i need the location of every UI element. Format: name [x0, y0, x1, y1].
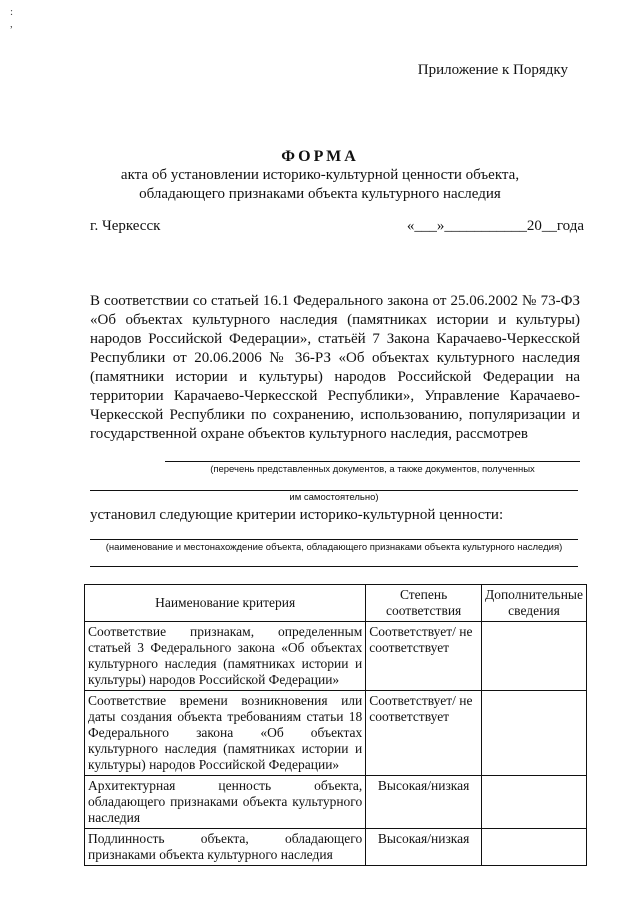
header-degree: Степень соответствия	[366, 585, 482, 622]
established-label: установил следующие критерии историко-культурной ценности:	[90, 507, 504, 523]
extra-cell[interactable]	[481, 829, 586, 866]
criterion-cell: Соответствие признакам, определенным статьей 3 Федерального закона «Об объектах культурного наследия (памятниках истории и культуры) народов Российской Федерации»	[85, 622, 366, 691]
form-title: ФОРМА	[281, 148, 359, 165]
intro-paragraph	[90, 292, 580, 444]
table-row	[85, 691, 587, 776]
appendix-label: Приложение к Порядку	[417, 62, 568, 78]
city-label: г. Черкесск	[90, 218, 161, 234]
scan-specks: : ,	[10, 6, 14, 30]
object-fill-line[interactable]	[90, 539, 578, 540]
subtitle-line-2: обладающего признаками объекта культурного наследия	[139, 186, 501, 202]
object-fill-line-2[interactable]	[90, 566, 578, 567]
docs-fill-line[interactable]	[90, 490, 578, 491]
subtitle-line-1: акта об установлении историко-культурной ценности объекта,	[120, 167, 520, 183]
degree-cell: Высокая/низкая	[366, 829, 482, 866]
degree-cell: Высокая/низкая	[366, 776, 482, 829]
form-subtitle	[0, 166, 640, 204]
considered-label: рассмотрев	[455, 426, 529, 442]
header-extra: Дополнительные сведения	[481, 585, 586, 622]
table-row	[85, 776, 587, 829]
docs-caption-2: им самостоятельно)	[289, 492, 379, 503]
degree-cell: Соответствует/ не соответствует	[366, 622, 482, 691]
criterion-cell: Архитектурная ценность объекта, обладающего признаками объекта культурного наследия	[85, 776, 366, 829]
criterion-cell: Подлинность объекта, обладающего признаками объекта культурного наследия	[85, 829, 366, 866]
extra-cell[interactable]	[481, 691, 586, 776]
criteria-table	[84, 584, 587, 866]
docs-caption-1: (перечень представленных документов, а также документов, полученных	[210, 464, 535, 475]
intro-text: В соответствии со статьей 16.1 Федерального закона от 25.06.2002 № 73-ФЗ «Об объектах культурного наследия (памятниках истории и культуры) народов Российской Федерации», статьёй 7 Закона Карачаево-Черкесской Республики от 20.06.2006 № 36-РЗ «Об объектах культурного наследия (памятники истории и культуры) народов Российской Федерации на территории Карачаево-Черкесской Республики», Управление Карачаево-Черкесской Республики по сохранению, использованию, популяризации и государственной охране объектов культурного наследия,	[90, 293, 580, 442]
table-row	[85, 622, 587, 691]
criterion-cell: Соответствие времени возникновения или даты создания объекта требованиям статьи 18 Федерального закона «Об объектах культурного наследия (памятниках истории и культуры) народов Российской Федерации»	[85, 691, 366, 776]
extra-cell[interactable]	[481, 776, 586, 829]
table-row	[85, 829, 587, 866]
extra-cell[interactable]	[481, 622, 586, 691]
date-placeholder: «___»___________20__года	[406, 218, 584, 234]
object-caption: (наименование и местонахождение объекта, обладающего признаками объекта культурного наследия)	[105, 542, 563, 553]
considered-fill-line[interactable]	[165, 461, 580, 462]
degree-cell: Соответствует/ не соответствует	[366, 691, 482, 776]
table-header-row	[85, 585, 587, 622]
header-criterion: Наименование критерия	[85, 585, 366, 622]
